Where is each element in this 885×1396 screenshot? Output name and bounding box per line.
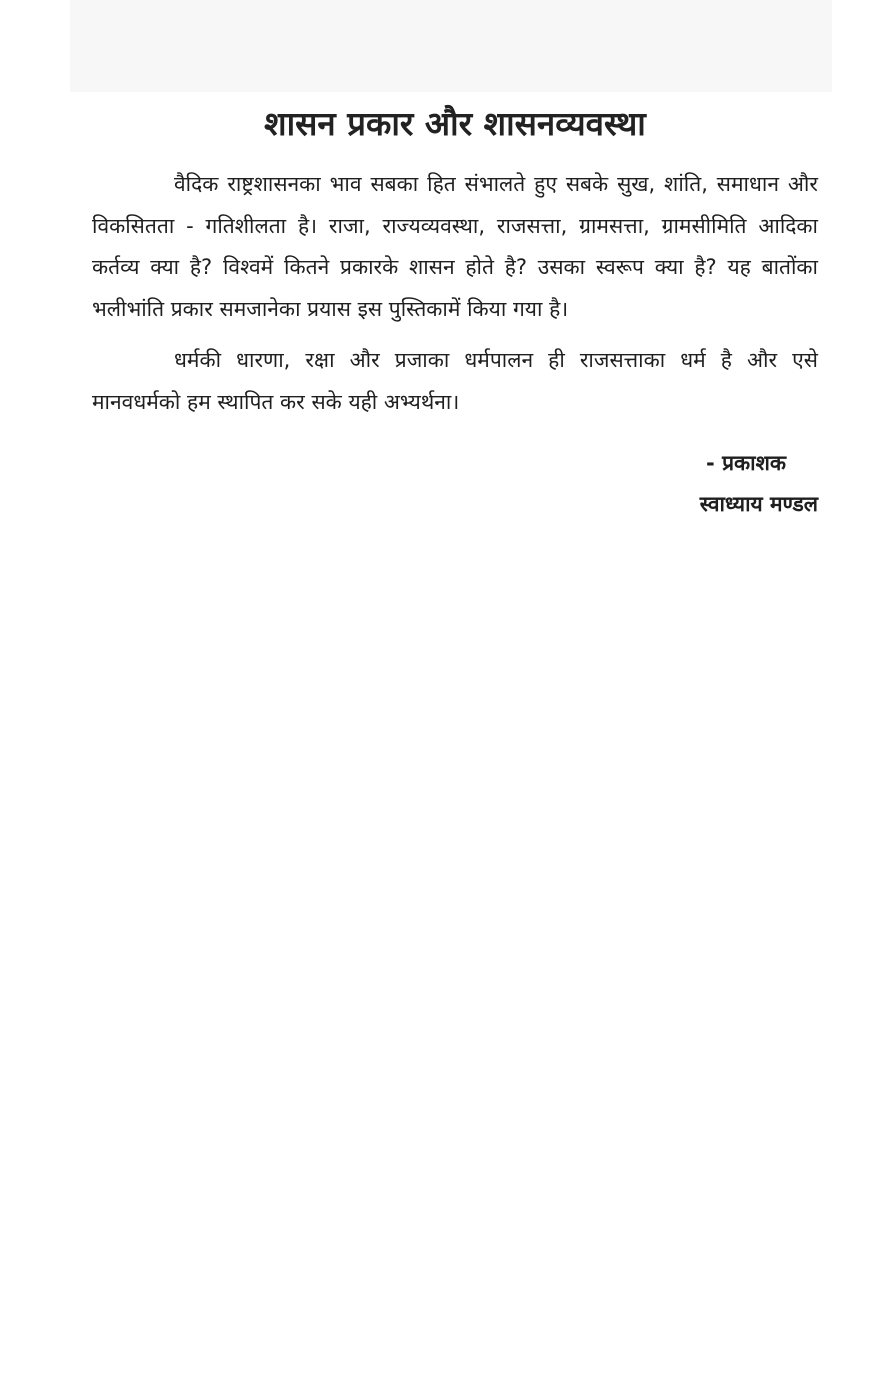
top-band [70,0,832,92]
signature-block [92,443,818,525]
paragraph-2: धर्मकी धारणा, रक्षा और प्रजाका धर्मपालन ही राजसत्ताका धर्म है और एसे मानवधर्मको हम स्थापित कर सके यही अभ्यर्थना। [92,348,818,414]
paragraph-1: वैदिक राष्ट्रशासनका भाव सबका हित संभालते हुए सबके सुख, शांति, समाधान और विकसितता - गतिशीलता है। राजा, राज्यव्यवस्था, राजसत्ता, ग्रामसत्ता, ग्रामसीमिति आदिका कर्तव्य क्या है? विश्वमें कितने प्रकारके शासन होते है? उसका स्वरूप क्या है? यह बातोंका भलीभांति प्रकार समजानेका प्रयास इस पुस्तिकामें किया गया है। [92,172,818,321]
page-title: शासन प्रकार और शासनव्यवस्था [264,104,646,143]
document-page [92,96,818,525]
signature-organization: स्वाध्याय मण्डल [699,492,818,516]
signature-role: - प्रकाशक [706,451,786,475]
